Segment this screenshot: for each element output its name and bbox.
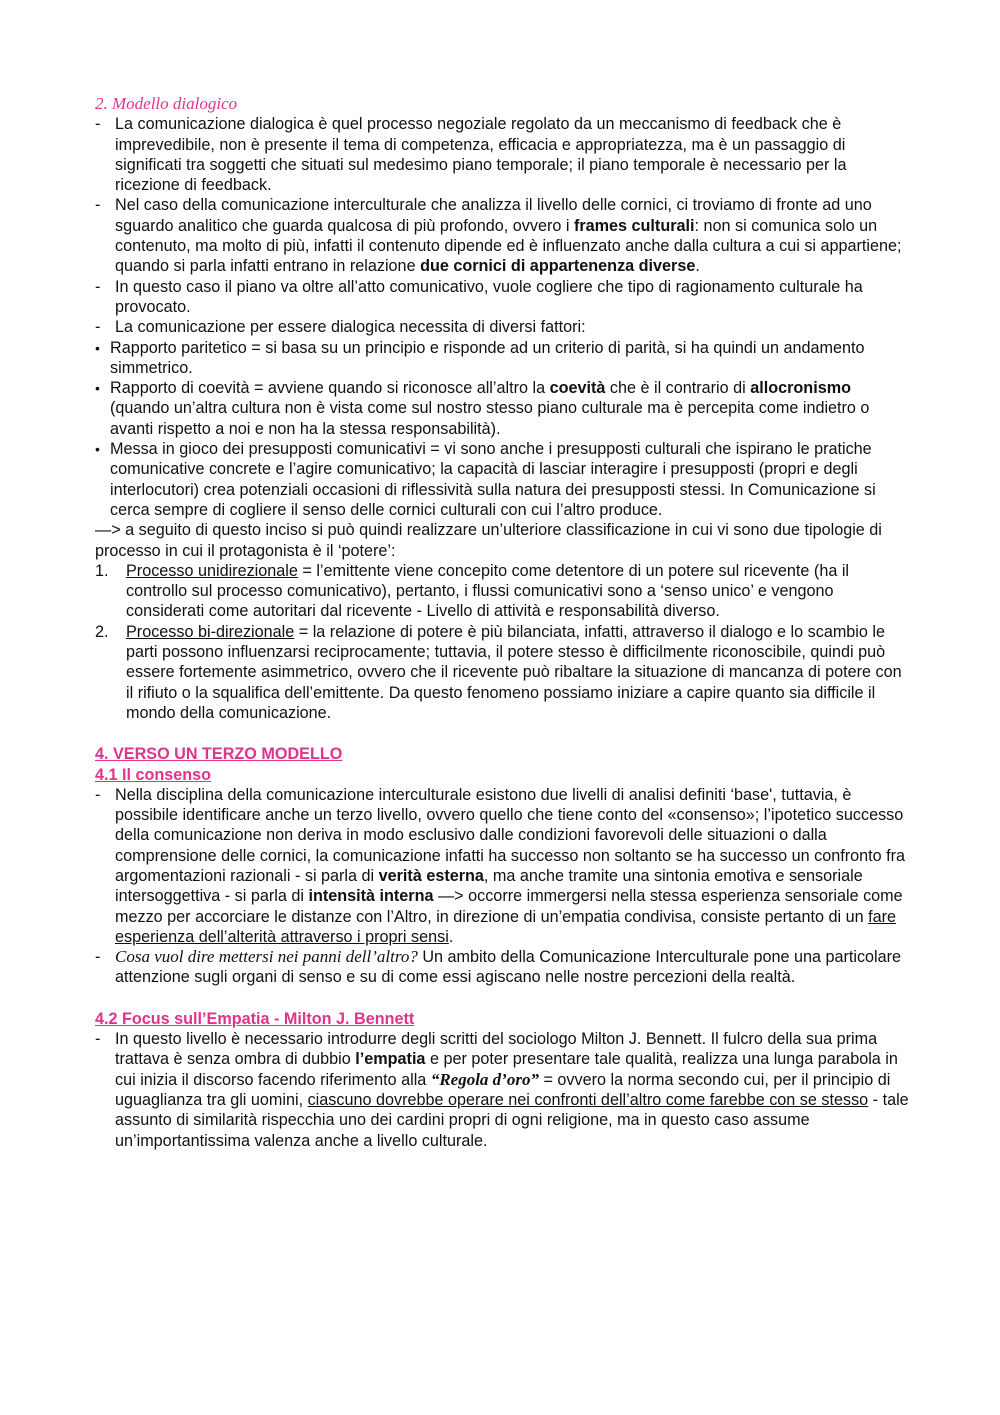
heading-il-consenso: 4.1 Il consenso	[95, 765, 212, 784]
section-title-modello-dialogico: 2. Modello dialogico	[95, 94, 238, 113]
dash-item-3	[95, 277, 910, 318]
arrow-paragraph: —> a seguito di questo inciso si può quindi realizzare un’ulteriore classificazione in cui vi sono due tipologie di processo in cui il protagonista è il ‘potere’:	[95, 521, 882, 560]
dash-item-text: La comunicazione per essere dialogica necessita di diversi fattori:	[115, 318, 586, 337]
number-marker: 1.	[95, 561, 109, 580]
term-empatia: l’empatia	[355, 1050, 426, 1069]
question-italic: Cosa vuol dire mettersi nei panni dell’altro?	[115, 947, 418, 967]
dash-item-text: In questo caso il piano va oltre all’atto comunicativo, vuole cogliere che tipo di ragionamento culturale ha provocato.	[115, 277, 863, 316]
heading-focus-empatia: 4.2 Focus sull’Empatia - Milton J. Bennett	[95, 1009, 415, 1028]
term-verita-esterna: verità esterna	[378, 866, 484, 885]
term-due-cornici: due cornici di appartenenza diverse	[420, 257, 696, 276]
dash-marker: -	[95, 785, 101, 804]
heading-verso-terzo-modello: 4. VERSO UN TERZO MODELLO	[95, 745, 343, 764]
dash-marker: -	[95, 318, 101, 337]
dash-marker: -	[95, 115, 101, 134]
spacer	[95, 723, 910, 744]
term-allocronismo: allocronismo	[750, 379, 851, 398]
dash-item-text: La comunicazione dialogica è quel processo negoziale regolato da un meccanismo di feedback che è imprevedibile, non è presente il tema di competenza, efficacia e appropriatezza, ma è un passaggio di significati tra soggetti che situati sul medesimo piano temporale; il piano temporale è necessario per la ricezione di feedback.	[115, 115, 847, 195]
bullet-marker: •	[95, 339, 100, 356]
term-ciascuno-dovrebbe: ciascuno dovrebbe operare nei confronti dell’altro come farebbe con se stesso	[307, 1090, 869, 1109]
dash-item-1	[95, 114, 910, 195]
term-processo-bidirezionale: Processo bi-direzionale	[126, 622, 295, 641]
bullet-marker: •	[95, 441, 100, 458]
term-frames-culturali: frames culturali	[573, 216, 695, 235]
number-marker: 2.	[95, 622, 109, 641]
dash-item-consenso: - Nella disciplina della comunicazione interculturale esistono due livelli di analisi definiti ‘base', tuttavia, è possibile identificare anche un terzo livello, ovvero quello che tiene conto del «consenso»; l’ipotetico successo della comunicazione non deriva in modo esclusivo dalle condizioni favorevoli delle situazioni o dalla comprensione delle cornici, la comunicazione infatti ha successo non soltanto se ha successo un confronto fra argomentazioni razionali - si parla di verità esterna, ma anche tramite una sintonia emotiva e sensoriale intersoggettiva - si parla di intensità interna —> occorre immergersi nella stessa esperienza sensoriale come mezzo per accorciare le distanze con l’Altro, in direzione di un’empatia condivisa, consiste pertanto di un fare esperienza dell’alterità attraverso i propri sensi.	[95, 785, 906, 946]
document-page	[95, 94, 910, 1151]
bullet-item-text: Rapporto paritetico = si basa su un principio e risponde ad un criterio di parità, si ha quindi un andamento simmetrico.	[110, 338, 865, 377]
bullet-item-3	[95, 439, 910, 520]
dash-item-panni: - Cosa vuol dire mettersi nei panni dell’altro? Un ambito della Comunicazione Interculturale pone una particolare attenzione sugli organi di senso e su di come essi agiscano nelle nostre percezioni della realtà.	[95, 947, 902, 987]
bullet-item-text: Messa in gioco dei presupposti comunicativi = vi sono anche i presupposti culturali che ispirano le pratiche comunicative concrete e l’agire comunicativo; la capacità di lasciar interagire i presupposti (propri e degli interlocutori) crea potenziali occasioni di riflessività sulla natura dei presupposti stessi. In Comunicazione si cerca sempre di cogliere il senso delle cornici culturali con cui l’altro produce.	[110, 440, 876, 519]
bullet-marker: •	[95, 380, 100, 397]
bullet-item-1	[95, 338, 910, 379]
dash-marker: -	[95, 1030, 101, 1049]
term-processo-unidirezionale: Processo unidirezionale	[126, 561, 298, 580]
dash-item-2: - Nel caso della comunicazione interculturale che analizza il livello delle cornici, ci troviamo di fronte ad uno sguardo analitico che guarda qualcosa di più profondo, ovvero i frames culturali: non si comunica solo un contenuto, ma molto di più, infatti il contenuto dipende ed è influenzato anche dalla cultura a cui si appartiene; quando si parla infatti entrano in relazione due cornici di appartenenza diverse.	[95, 196, 902, 276]
term-intensita-interna: intensità interna	[308, 887, 434, 906]
dash-marker: -	[95, 196, 101, 215]
dash-item-4	[95, 317, 910, 337]
numbered-item-2: 2. Processo bi-direzionale = la relazione di potere è più bilanciata, infatti, attraverso il dialogo e lo scambio le parti possono influenzarsi reciprocamente; tuttavia, il potere stesso è difficilmente riconoscibile, quindi può essere fortemente asimmetrico, ovvero che il ricevente può ribaltare la situazione di mancanza di potere con il rifiuto o la squalifica dell’emittente. Da questo fenomeno possiamo iniziare a capire quanto sia difficile il mondo della comunicazione.	[95, 622, 902, 722]
dash-marker: -	[95, 277, 101, 296]
numbered-item-1: 1. Processo unidirezionale = l’emittente viene concepito come detentore di un potere sul ricevente (ha il controllo sul processo comunicativo), pertanto, i flussi comunicativi sono a ‘senso unico’ e vengono considerati come autoritari dal ricevente - Livello di attività e responsabilità diverso.	[95, 561, 850, 621]
dash-item-bennett: - In questo livello è necessario introdurre degli scritti del sociologo Milton J. Bennett. Il fulcro della sua prima trattava è senza ombra di dubbio l’empatia e per poter presentare tale qualità, realizza una lunga parabola in cui inizia il discorso facendo riferimento alla “Regola d’oro” = ovvero la norma secondo cui, per il principio di uguaglianza tra gli uomini, ciascuno dovrebbe operare nei confronti dell’altro come farebbe con se stesso - tale assunto di similarità rispecchia uno dei cardini propri di ogni religione, ma in questo caso assume un’importantissima valenza anche a livello culturale.	[95, 1030, 909, 1150]
term-coevita: coevità	[549, 379, 606, 398]
term-regola-doro: “Regola d’oro”	[430, 1069, 539, 1089]
spacer	[95, 988, 910, 1009]
bullet-item-2: • Rapporto di coevità = avviene quando si riconosce all’altro la coevità che è il contrario di allocronismo (quando un’altra cultura non è vista come sul nostro stesso piano culturale ma è percepita come indietro o avanti rispetto a noi e non ha la stessa responsabilità).	[95, 379, 870, 438]
term-fare-esperienza: fare esperienza dell’alterità attraverso i propri sensi	[115, 907, 897, 946]
dash-marker: -	[95, 948, 101, 967]
